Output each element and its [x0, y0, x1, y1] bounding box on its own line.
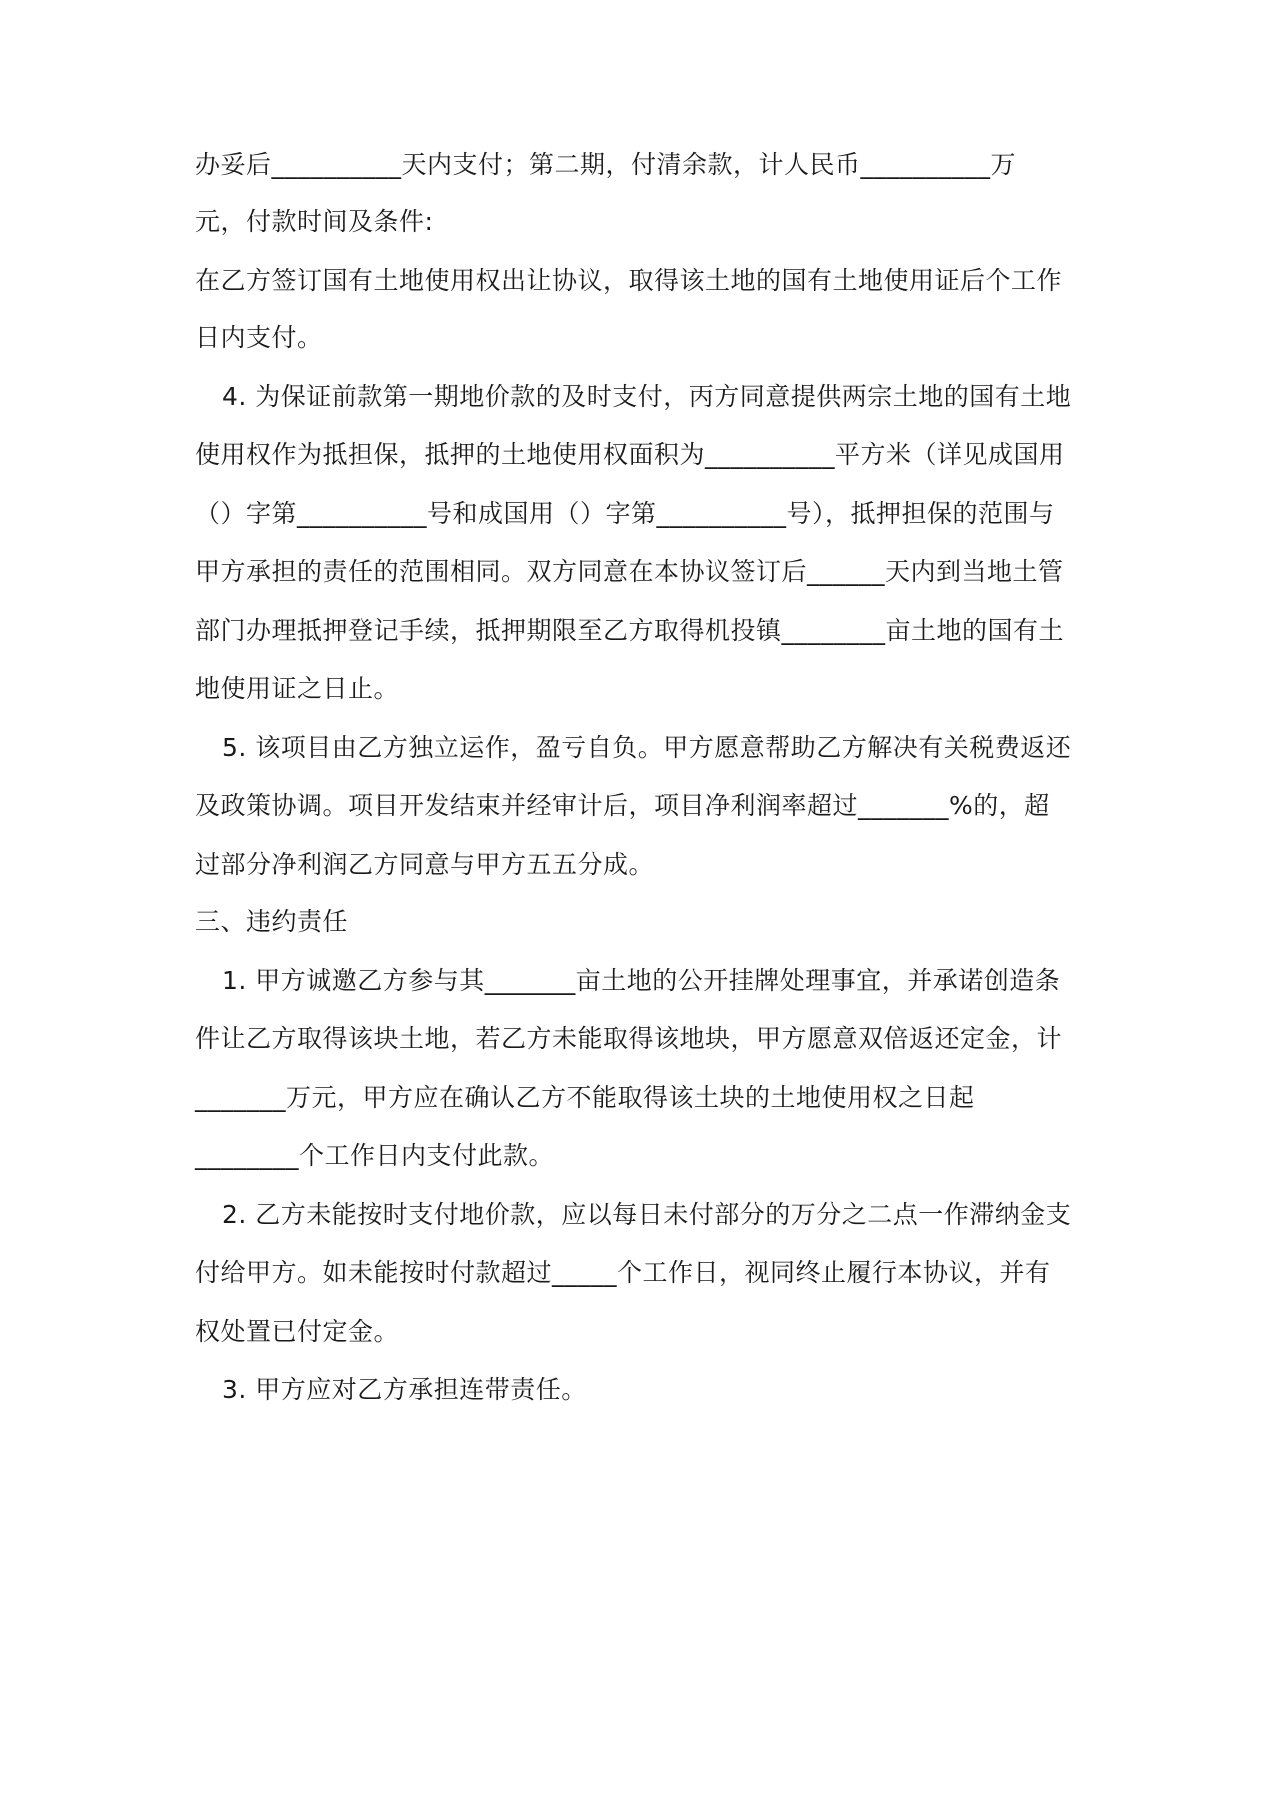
text-line: 在乙方签订国有土地使用权出让协议，取得该土地的国有土地使用证后个工作 — [195, 266, 1063, 295]
text-line: _______万元，甲方应在确认乙方不能取得该土块的土地使用权之日起 — [195, 1083, 975, 1112]
clause-5-line: 5. 该项目由乙方独立运作，盈亏自负。甲方愿意帮助乙方解决有关税费返还 — [222, 733, 1072, 762]
text-line: （）字第__________号和成国用（）字第__________号），抵押担保的范围与 — [195, 499, 1055, 528]
clause-2-line: 2. 乙方未能按时支付地价款，应以每日未付部分的万分之二点一作滞纳金支 — [222, 1200, 1072, 1229]
section-heading: 三、违约责任 — [195, 907, 349, 936]
text-line: 甲方承担的责任的范围相同。双方同意在本协议签订后______天内到当地土管 — [195, 557, 1064, 586]
text-line: 件让乙方取得该块土地，若乙方未能取得该地块，甲方愿意双倍返还定金，计 — [195, 1024, 1063, 1053]
text-line: 及政策协调。项目开发结束并经审计后，项目净利润率超过_______%的，超 — [195, 791, 1050, 820]
text-line: 办妥后__________天内支付；第二期，付清余款，计人民币__________万 — [195, 150, 1017, 179]
text-line: 日内支付。 — [195, 323, 323, 352]
clause-3-line: 3. 甲方应对乙方承担连带责任。 — [222, 1375, 587, 1404]
text-line: 过部分净利润乙方同意与甲方五五分成。 — [195, 850, 655, 879]
text-line: ________个工作日内支付此款。 — [195, 1141, 555, 1170]
text-line: 权处置已付定金。 — [195, 1317, 400, 1346]
clause-4-line: 4. 为保证前款第一期地价款的及时支付，丙方同意提供两宗土地的国有土地 — [222, 382, 1072, 411]
text-line: 地使用证之日止。 — [195, 674, 400, 703]
text-line: 部门办理抵押登记手续，抵押期限至乙方取得机投镇________亩土地的国有土 — [195, 616, 1065, 645]
text-line: 元，付款时间及条件: — [195, 207, 434, 236]
text-line: 付给甲方。如未能按时付款超过_____个工作日，视同终止履行本协议，并有 — [195, 1258, 1051, 1287]
text-line: 使用权作为抵担保，抵押的土地使用权面积为__________平方米（详见成国用 — [195, 440, 1065, 469]
clause-1-line: 1. 甲方诚邀乙方参与其_______亩土地的公开挂牌处理事宜，并承诺创造条 — [222, 966, 1061, 995]
